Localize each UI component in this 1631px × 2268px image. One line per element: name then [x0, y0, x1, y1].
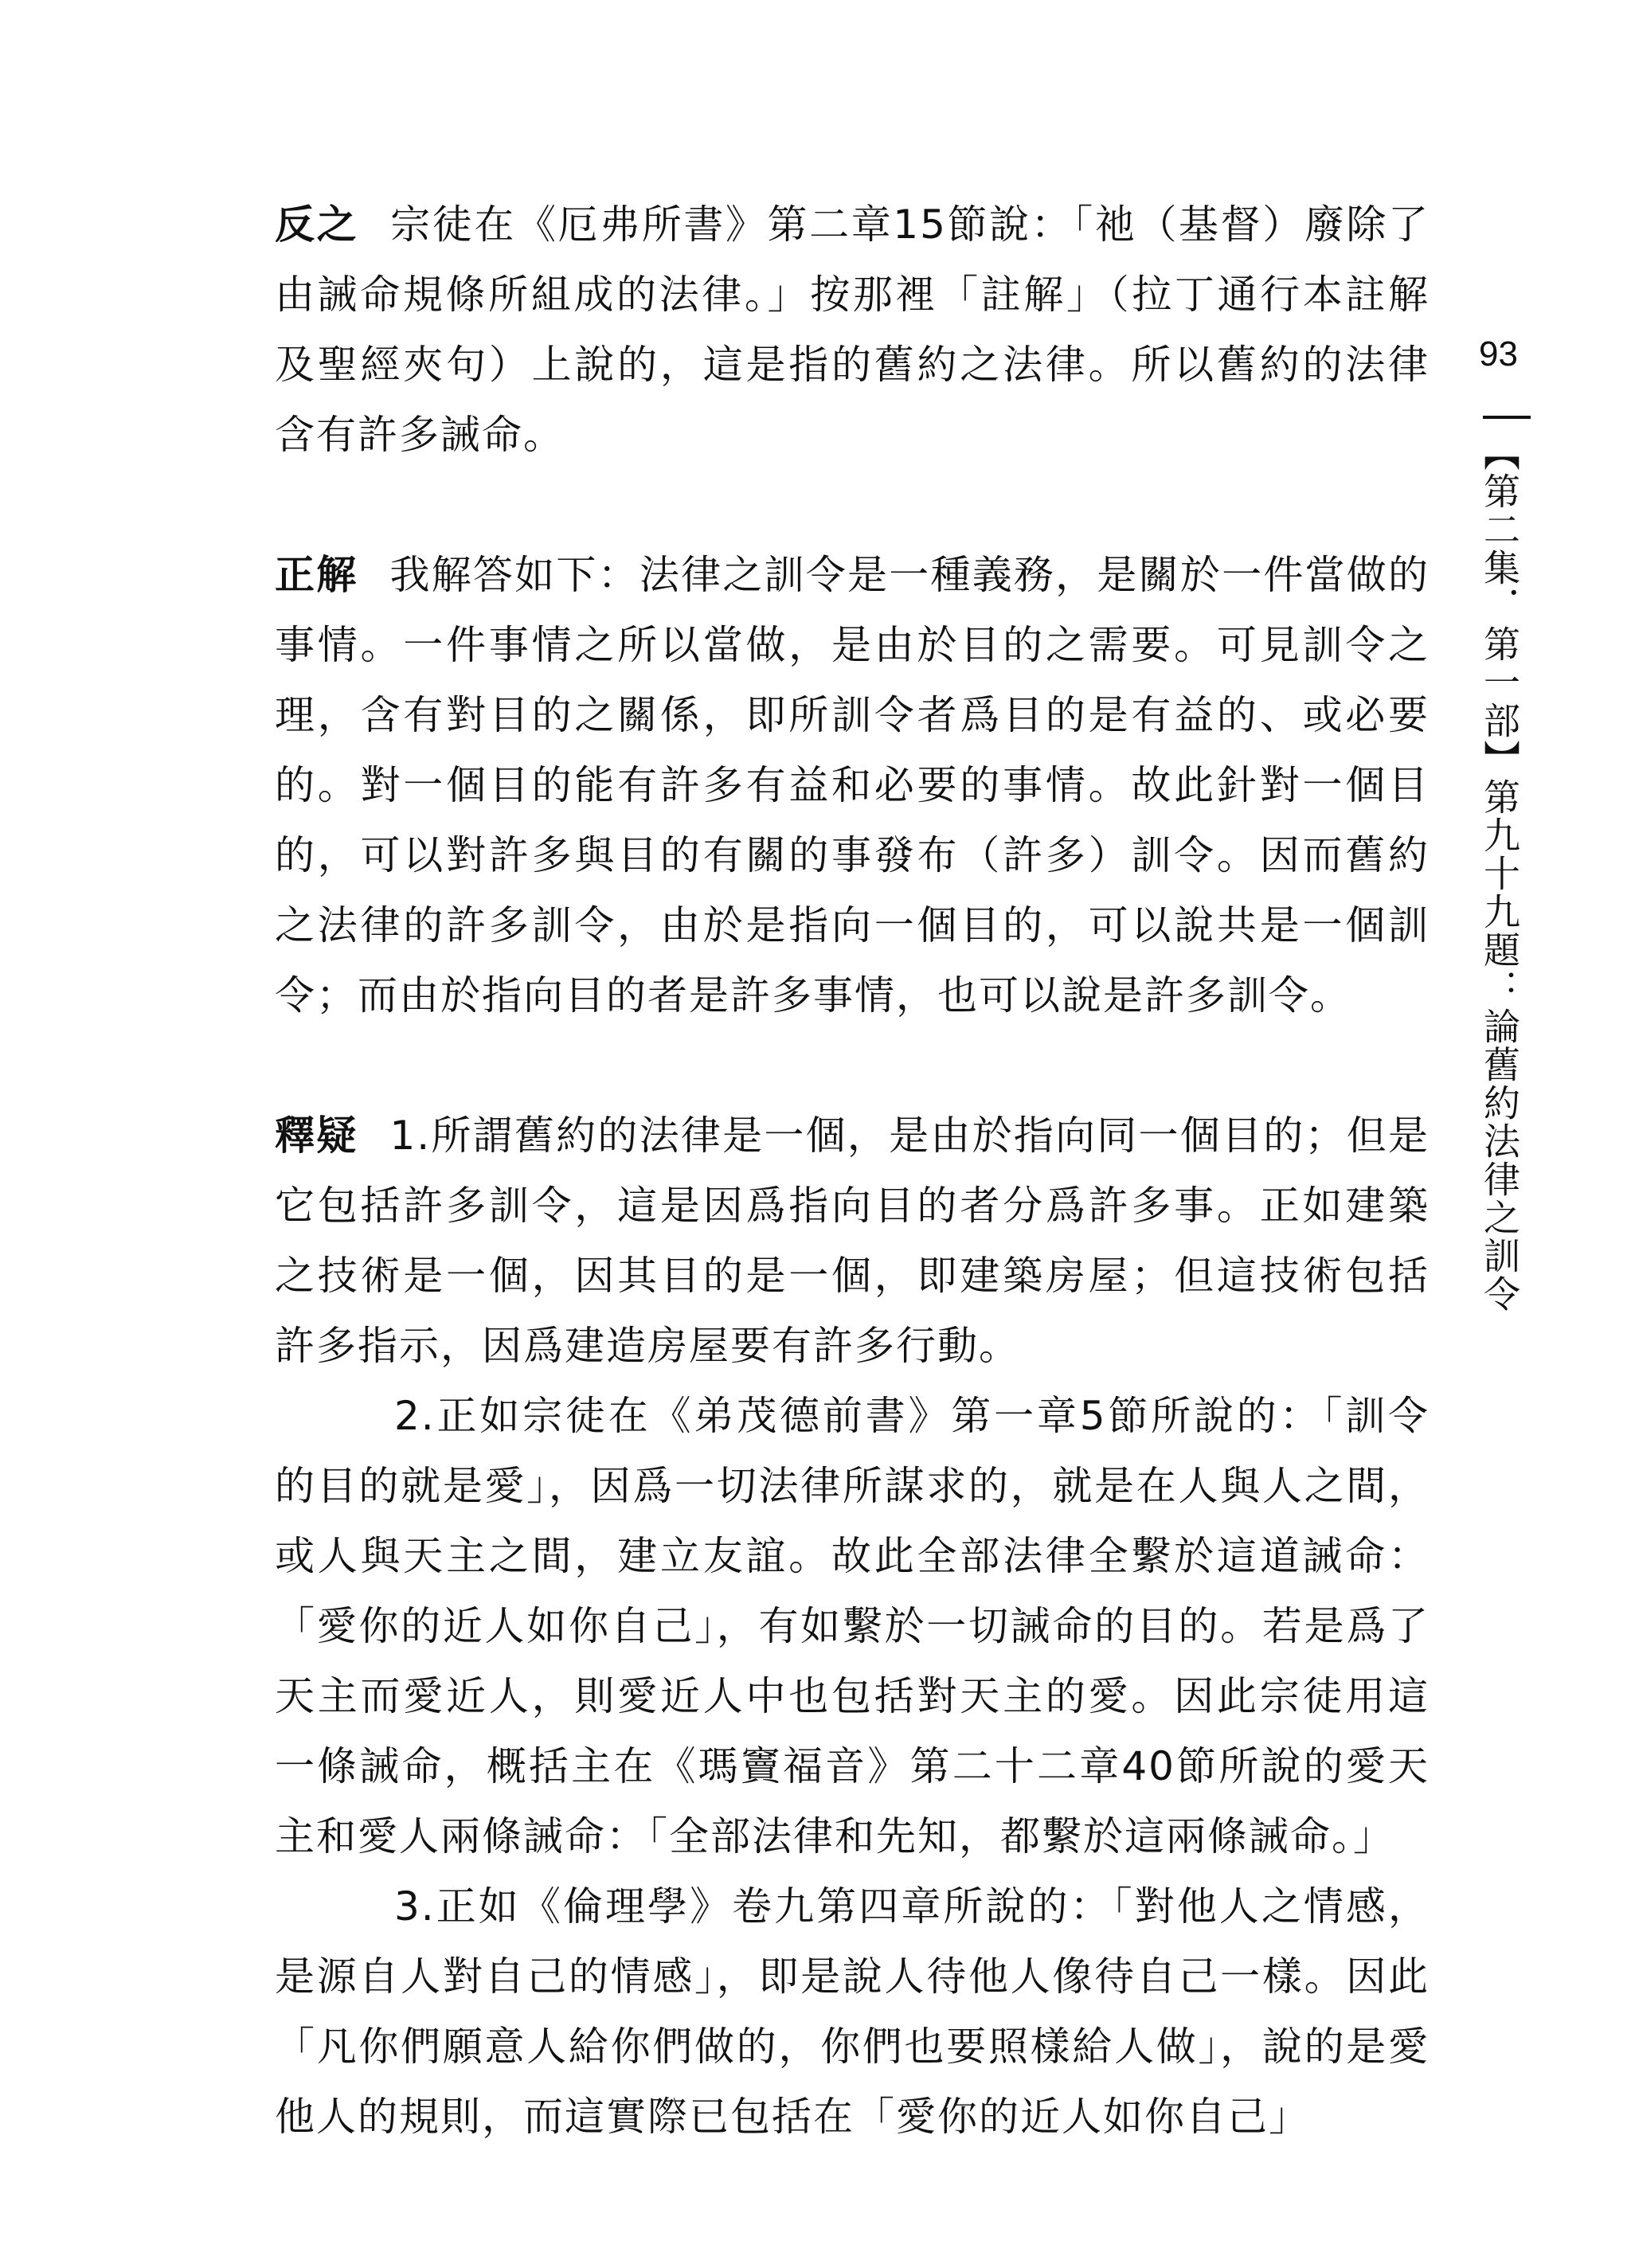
- section-heading: 反之: [275, 201, 359, 248]
- scripture-quote: 訓令的目的就是愛: [275, 1393, 1430, 1509]
- paragraph-reply-3: [275, 1871, 1430, 2152]
- header-rule: [1483, 416, 1531, 419]
- section-heading: 正解: [275, 552, 358, 598]
- paragraph-text: 」: [1269, 2094, 1310, 2140]
- paragraph-text: 宗徒在《厄弗所書》第二章15節說：「: [390, 201, 1095, 248]
- scripture-quote: 全部法律和先知，都繫於這兩條誡命。: [669, 1813, 1353, 1859]
- scripture-quote: 愛你的近人如你自己: [316, 1603, 695, 1649]
- paragraph-text: 我解答如下：法律之訓令是一種義務，是關於一件當做的事情。一件事情之所以當做，是由於目的之需要。可見訓令之理，含有對目的之關係，即所訓令者爲目的是有益的、或必要的。對一個目的能有許多有益和必要的事情。故此針對一個目的，可以對許多與目的有關的事發布（許多）訓令。因而舊約之法律的許多訓令，由於是指向一個目的，可以說共是一個訓令；而由於指向目的者是許多事情，也可以說是許多訓令。: [275, 552, 1430, 1019]
- paragraph-text: 1.所謂舊約的法律是一個，是由於指向同一個目的；但是它包括許多訓令，這是因爲指向目的者分爲許多事。正如建築之技術是一個，因其目的是一個，即建築房屋；但這技術包括許多指示，因爲建造房屋要有許多行動。: [275, 1112, 1430, 1369]
- paragraph-objection: [275, 190, 1430, 470]
- page-number: 93: [1479, 334, 1518, 373]
- section-heading: 釋疑: [275, 1112, 358, 1159]
- scripture-quote: 祂（基督）廢除了由誡命規條所組成的法律。: [275, 201, 1430, 318]
- paragraph-text: 」，因爲一切法律所謀求的，就是在人與人之間，或人與天主之間，建立友誼。故此全部法律全繫於這道誡命：「: [275, 1463, 1430, 1649]
- scripture-quote: 愛你的近人如你自己: [896, 2094, 1269, 2140]
- body-text: [275, 190, 1430, 2152]
- paragraph-text: 」按那裡「註解」（拉丁通行本註解及聖經夾句）上說的，這是指的舊約之法律。所以舊約的法律含有許多誡命。: [275, 272, 1430, 458]
- paragraph-text: 」: [1353, 1813, 1394, 1859]
- paragraph-answer: [275, 540, 1430, 1030]
- paragraph-text: 」，有如繫於一切誡命的目的。若是爲了天主而愛近人，則愛近人中也包括對天主的愛。因此宗徒用這一條誡命，概括主在《瑪竇福音》第二十二章40節所說的愛天主和愛人兩條誡命：「: [275, 1603, 1430, 1859]
- paragraph-reply: [275, 1101, 1430, 1381]
- paragraph-reply-2: [275, 1381, 1430, 1871]
- paragraph-text: 3.正如《倫理學》卷九第四章所說的：「對他人之情感，是源自人對自己的情感」，即是說人待他人像待自己一樣。因此「凡你們願意人給你們做的，你們也要照樣給人做」，說的是愛他人的規則，而這實際已包括在「: [275, 1883, 1430, 2140]
- paragraph-text: 2.正如宗徒在《弟茂德前書》第一章5節所說的：「: [394, 1393, 1346, 1439]
- running-title: 【第二集．第一部】第九十九題：論舊約法律之訓令: [1478, 434, 1521, 1313]
